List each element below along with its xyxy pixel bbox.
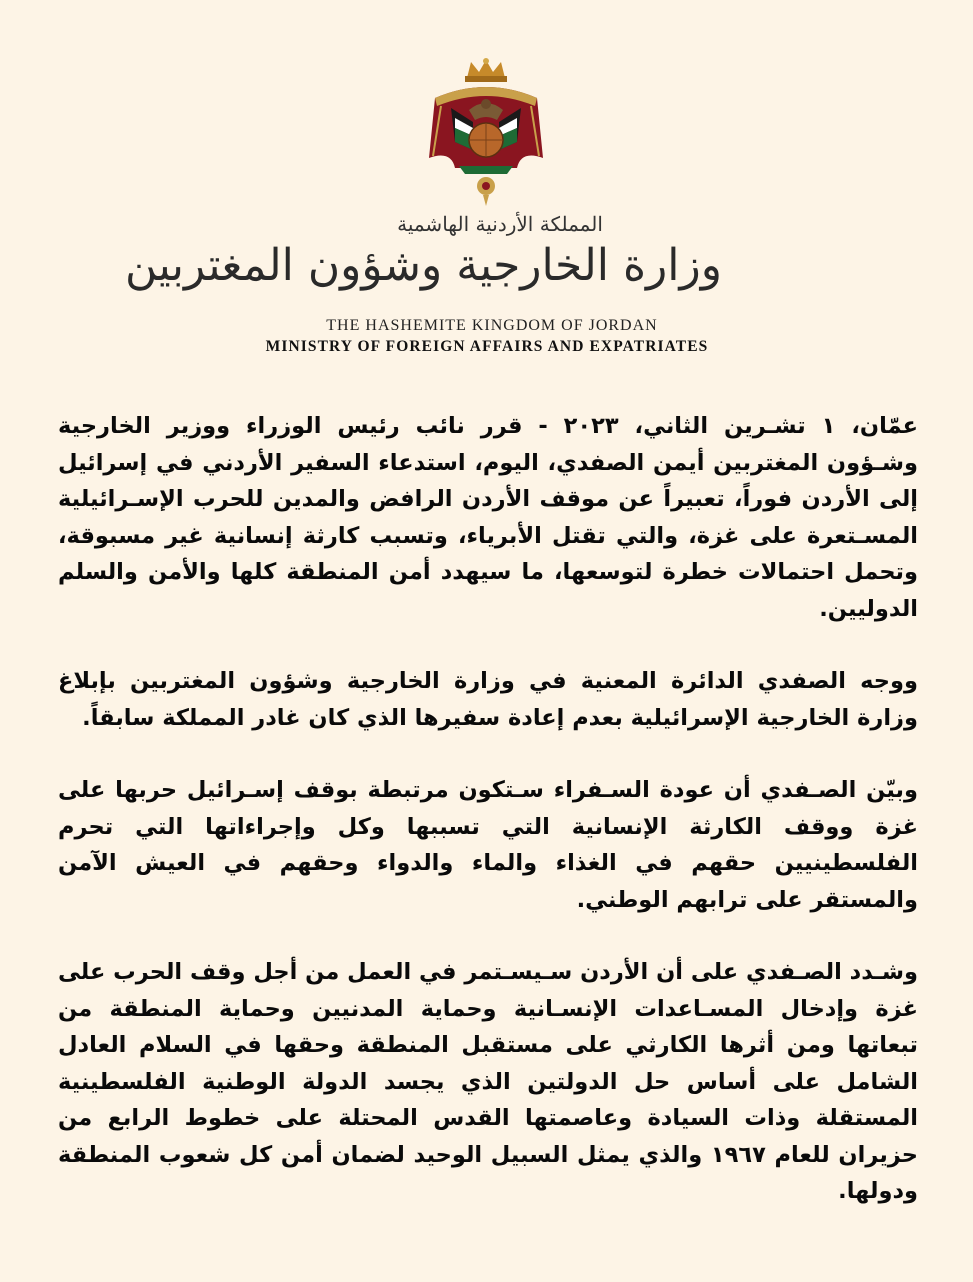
- paragraph: عمّان، ١ تشـرين الثاني، ٢٠٢٣ - قرر نائب رئيس الوزراء ووزير الخارجية وشـؤون المغتربين أيمن الصفدي، اليوم، استدعاء السفير الأردني في إسرائيل إلى الأردن فوراً، تعبيراً عن موقف الأردن الرافض والمدين للحرب الإسـرائيلية المسـتعرة على غزة، والتي تقتل الأبرياء، وتسبب كارثة إنسانية غير مسبوقة، وتحمل احتمالات خطرة لتوسعها، ما سيهدد أمن المنطقة كلها والأمن والسلم الدوليين.: [58, 413, 918, 622]
- ministry-name-arabic: وزارة الخارجية وشؤون المغتربين: [124, 240, 722, 291]
- jordan-coat-of-arms-icon: [421, 58, 551, 208]
- kingdom-name-english: THE HASHEMITE KINGDOM OF JORDAN: [326, 317, 658, 334]
- letterhead: [0, 0, 973, 370]
- press-release-body: [58, 408, 918, 1246]
- kingdom-name-arabic: المملكة الأردنية الهاشمية: [397, 212, 603, 236]
- ministry-name-english: MINISTRY OF FOREIGN AFFAIRS AND EXPATRIATES: [265, 338, 709, 355]
- paragraph: ووجه الصفدي الدائرة المعنية في وزارة الخارجية وشؤون المغتربين بإبلاغ وزارة الخارجية الإسرائيلية بعدم إعادة سفيرها الذي كان غادر المملكة سابقاً.: [58, 668, 918, 731]
- paragraph: وبيّن الصـفدي أن عودة السـفراء سـتكون مرتبطة بوقف إسـرائيل حربها على غزة ووقف الكارثة الإنسانية التي تسببها وكل وإجراءاتها التي تحرم الفلسطينيين حقهم في الغذاء والماء والدواء وحقهم في العيش الآمن والمستقر على ترابهم الوطني.: [58, 777, 918, 913]
- paragraph: وشـدد الصـفدي على أن الأردن سـيسـتمر في العمل من أجل وقف الحرب على غزة وإدخال المسـاعدات الإنسـانية وحماية المدنيين وحماية المنطقة من تبعاتها ومن أثرها الكارثي على مستقبل المنطقة وحقها في السلام العادل الشامل على أساس حل الدولتين الذي يجسد الدولة الوطنية الفلسطينية المستقلة وذات السيادة وعاصمتها القدس المحتلة على خطوط الرابع من حزيران للعام ١٩٦٧ والذي يمثل السبيل الوحيد لضمان أمن كل شعوب المنطقة ودولها.: [58, 959, 918, 1204]
